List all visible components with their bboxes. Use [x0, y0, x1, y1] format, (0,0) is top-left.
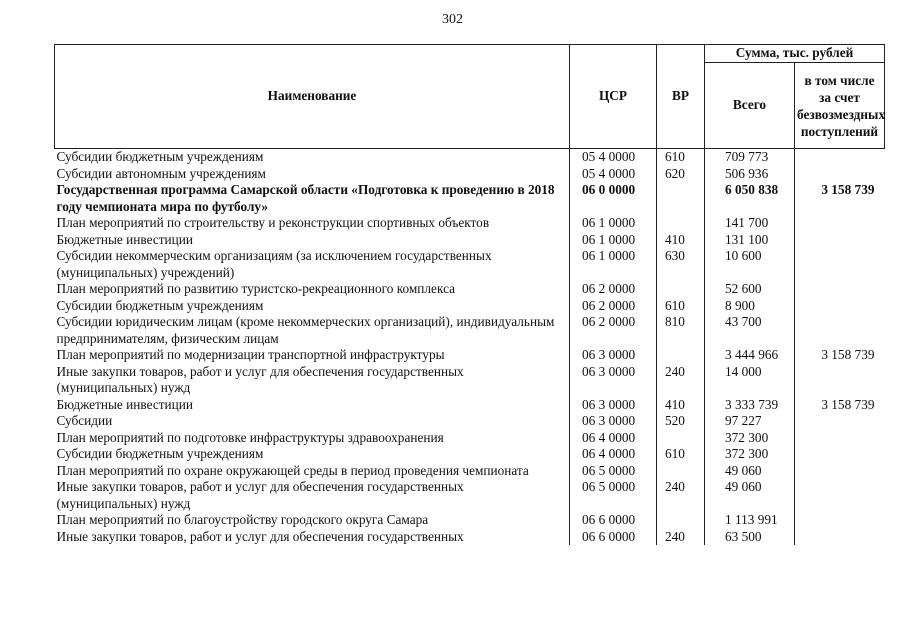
row-total-cell: 506 936	[705, 166, 795, 183]
row-name-cell: Государственная программа Самарской области «Подготовка к проведению в 2018 году чемпионата мира по футболу»	[56, 182, 555, 214]
row-name-cell: Субсидии автономным учреждениям	[56, 165, 266, 181]
row-vr-cell: 810	[657, 314, 705, 347]
row-csr-cell: 06 2 0000	[570, 298, 657, 315]
row-vr-cell	[657, 512, 705, 529]
row-total-cell: 372 300	[705, 430, 795, 447]
row-csr-cell: 06 2 0000	[570, 314, 657, 347]
row-name-cell: Субсидии юридическим лицам (кроме некоммерческих организаций), индивидуальным предпринимателям, физическим лицам	[56, 314, 555, 346]
row-name-cell: Субсидии некоммерческим организациям (за исключением государственных (муниципальных) учреждений)	[56, 248, 492, 280]
row-total-cell: 1 113 991	[705, 512, 795, 529]
row-name-cell: Субсидии бюджетным учреждениям	[56, 149, 264, 164]
row-gratuitous-cell	[795, 314, 885, 347]
row-name-cell: План мероприятий по охране окружающей среды в период проведения чемпионата	[56, 462, 529, 478]
row-vr-cell	[657, 463, 705, 480]
row-name-cell: План мероприятий по развитию туристско-рекреационного комплекса	[56, 281, 456, 296]
row-csr-cell: 05 4 0000	[570, 149, 657, 166]
table-row	[55, 397, 885, 414]
row-vr-cell	[657, 182, 705, 215]
table-header	[55, 45, 885, 149]
table-row	[55, 463, 885, 480]
table-row	[55, 248, 885, 281]
row-gratuitous-cell	[795, 298, 885, 315]
table-row	[55, 182, 885, 215]
table-row	[55, 529, 885, 546]
row-total-cell: 3 333 739	[705, 397, 795, 414]
header-sum-group: Сумма, тыс. рублей	[705, 45, 885, 63]
row-gratuitous-cell	[795, 479, 885, 512]
row-total-cell: 372 300	[705, 446, 795, 463]
row-vr-cell: 610	[657, 298, 705, 315]
row-total-cell: 63 500	[705, 529, 795, 546]
row-vr-cell: 240	[657, 364, 705, 397]
table-body	[55, 149, 885, 546]
table-row	[55, 430, 885, 447]
table-row	[55, 347, 885, 364]
row-gratuitous-cell: 3 158 739	[795, 397, 885, 414]
table-row	[55, 215, 885, 232]
row-vr-cell: 610	[657, 446, 705, 463]
row-vr-cell	[657, 215, 705, 232]
row-gratuitous-cell	[795, 430, 885, 447]
row-vr-cell: 630	[657, 248, 705, 281]
row-vr-cell	[657, 430, 705, 447]
row-gratuitous-cell	[795, 149, 885, 166]
row-vr-cell: 520	[657, 413, 705, 430]
table-row	[55, 149, 885, 166]
table-row	[55, 512, 885, 529]
table-row	[55, 166, 885, 183]
row-gratuitous-cell: 3 158 739	[795, 182, 885, 215]
row-csr-cell: 05 4 0000	[570, 166, 657, 183]
table-row	[55, 281, 885, 298]
row-total-cell: 6 050 838	[705, 182, 795, 215]
row-csr-cell: 06 1 0000	[570, 232, 657, 249]
row-total-cell: 43 700	[705, 314, 795, 347]
table-row	[55, 413, 885, 430]
row-gratuitous-cell: 3 158 739	[795, 347, 885, 364]
row-csr-cell: 06 6 0000	[570, 529, 657, 546]
row-total-cell: 97 227	[705, 413, 795, 430]
row-total-cell: 14 000	[705, 364, 795, 397]
row-total-cell: 8 900	[705, 298, 795, 315]
row-gratuitous-cell	[795, 166, 885, 183]
row-gratuitous-cell	[795, 413, 885, 430]
header-name: Наименование	[55, 45, 570, 149]
row-csr-cell: 06 6 0000	[570, 512, 657, 529]
table-row	[55, 446, 885, 463]
row-csr-cell: 06 0 0000	[570, 182, 657, 215]
header-total: Всего	[705, 63, 795, 149]
row-csr-cell: 06 4 0000	[570, 430, 657, 447]
row-gratuitous-cell	[795, 248, 885, 281]
row-total-cell: 709 773	[705, 149, 795, 166]
row-total-cell: 141 700	[705, 215, 795, 232]
row-csr-cell: 06 2 0000	[570, 281, 657, 298]
row-name-cell: Субсидии бюджетным учреждениям	[56, 297, 264, 313]
row-vr-cell: 240	[657, 529, 705, 546]
table-row	[55, 298, 885, 315]
row-name-cell: Бюджетные инвестиции	[56, 396, 194, 412]
row-csr-cell: 06 1 0000	[570, 215, 657, 232]
row-total-cell: 52 600	[705, 281, 795, 298]
row-total-cell: 131 100	[705, 232, 795, 249]
row-gratuitous-cell	[795, 232, 885, 249]
row-total-cell: 49 060	[705, 463, 795, 480]
row-gratuitous-cell	[795, 215, 885, 232]
row-csr-cell: 06 4 0000	[570, 446, 657, 463]
row-total-cell: 3 444 966	[705, 347, 795, 364]
row-total-cell: 49 060	[705, 479, 795, 512]
row-csr-cell: 06 1 0000	[570, 248, 657, 281]
header-csr: ЦСР	[570, 45, 657, 149]
row-csr-cell: 06 5 0000	[570, 463, 657, 480]
row-name-cell: Иные закупки товаров, работ и услуг для обеспечения государственных (муниципальных) нужд	[56, 479, 464, 511]
row-name-cell: Субсидии	[56, 413, 113, 428]
row-csr-cell: 06 3 0000	[570, 364, 657, 397]
row-vr-cell: 240	[657, 479, 705, 512]
row-vr-cell: 610	[657, 149, 705, 166]
row-gratuitous-cell	[795, 529, 885, 546]
row-vr-cell: 410	[657, 397, 705, 414]
page-number: 302	[442, 12, 463, 27]
row-name-cell: Бюджетные инвестиции	[56, 231, 194, 247]
row-csr-cell: 06 5 0000	[570, 479, 657, 512]
row-name-cell: Иные закупки товаров, работ и услуг для обеспечения государственных	[56, 528, 464, 544]
row-csr-cell: 06 3 0000	[570, 413, 657, 430]
row-name-cell: План мероприятий по подготовке инфраструктуры здравоохранения	[56, 429, 444, 445]
row-vr-cell	[657, 281, 705, 298]
row-gratuitous-cell	[795, 281, 885, 298]
row-csr-cell: 06 3 0000	[570, 347, 657, 364]
row-csr-cell: 06 3 0000	[570, 397, 657, 414]
row-name-cell: Субсидии бюджетным учреждениям	[56, 446, 264, 461]
row-total-cell: 10 600	[705, 248, 795, 281]
header-incl-gratuitous: в том числе за счет безвозмездных поступлений	[795, 63, 885, 149]
table-row	[55, 232, 885, 249]
row-vr-cell	[657, 347, 705, 364]
row-vr-cell: 410	[657, 232, 705, 249]
row-gratuitous-cell	[795, 512, 885, 529]
budget-table	[54, 44, 885, 545]
row-vr-cell: 620	[657, 166, 705, 183]
row-name-cell: План мероприятий по благоустройству городского округа Самара	[56, 512, 429, 527]
table-row	[55, 364, 885, 397]
row-gratuitous-cell	[795, 463, 885, 480]
header-vr: ВР	[657, 45, 705, 149]
row-gratuitous-cell	[795, 446, 885, 463]
table-row	[55, 314, 885, 347]
row-name-cell: План мероприятий по модернизации транспортной инфраструктуры	[56, 347, 445, 362]
row-name-cell: Иные закупки товаров, работ и услуг для обеспечения государственных (муниципальных) нужд	[56, 363, 464, 395]
row-name-cell: План мероприятий по строительству и реконструкции спортивных объектов	[56, 215, 490, 230]
row-gratuitous-cell	[795, 364, 885, 397]
table-row	[55, 479, 885, 512]
